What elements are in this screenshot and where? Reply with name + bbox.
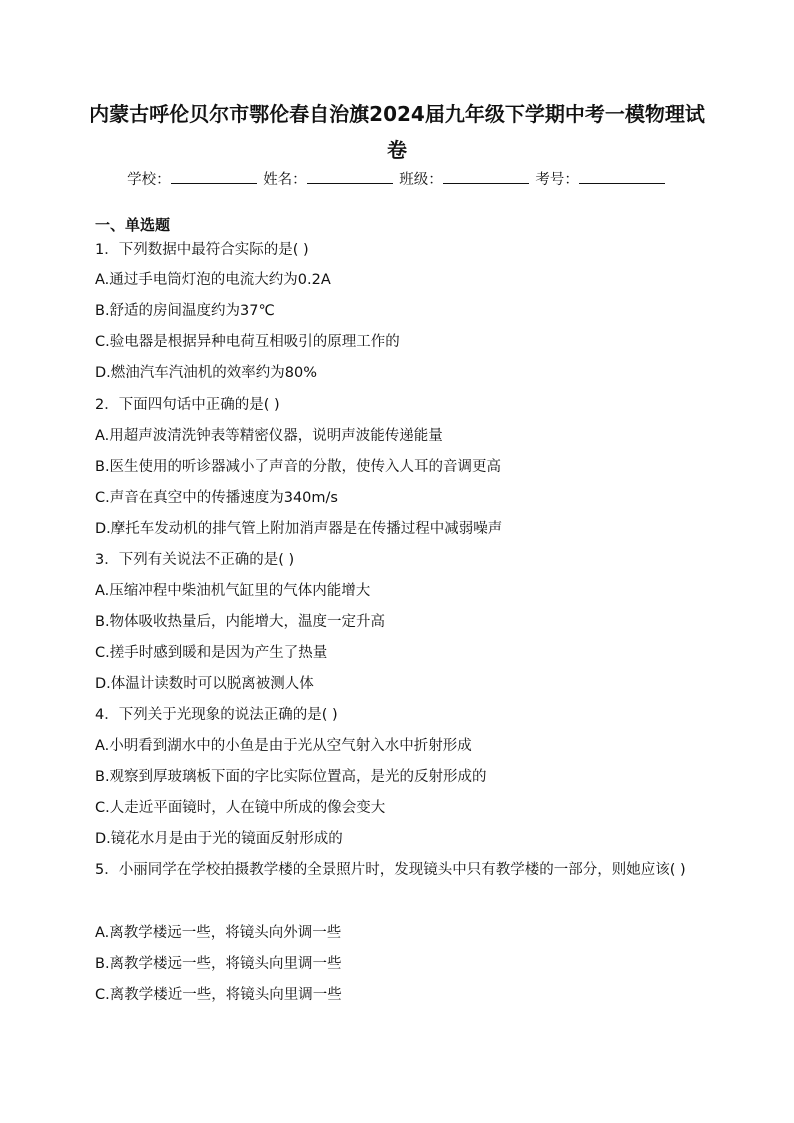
question-1-option-b: B.舒适的房间温度约为37℃ [95,303,275,319]
class-blank [443,169,529,184]
question-3-option-d: D.体温计读数时可以脱离被测人体 [95,676,314,692]
question-2-option-c: C.声音在真空中的传播速度为340m/s [95,490,338,506]
class-label: 班级： [399,172,443,188]
question-3-option-c: C.搓手时感到暖和是因为产生了热量 [95,645,328,661]
question-5-option-b: B.离教学楼远一些，将镜头向里调一些 [95,956,342,972]
question-4-option-b: B.观察到厚玻璃板下面的字比实际位置高，是光的反射形成的 [95,769,487,785]
question-3-option-b: B.物体吸收热量后，内能增大，温度一定升高 [95,614,386,630]
question-2-option-b: B.医生使用的听诊器减小了声音的分散，使传入人耳的音调更高 [95,459,502,475]
question-5-option-a: A.离教学楼远一些，将镜头向外调一些 [95,925,342,941]
question-5-stem: 5．小丽同学在学校拍摄教学楼的全景照片时，发现镜头中只有教学楼的一部分，则她应该( ) [95,862,686,878]
question-1-option-d: D.燃油汽车汽油机的效率约为80% [95,365,318,381]
question-2-option-d: D.摩托车发动机的排气管上附加消声器是在传播过程中减弱噪声 [95,521,503,537]
student-info-row [0,169,794,191]
exam-no-label: 考号： [535,172,579,188]
school-label: 学校： [127,172,171,188]
exam-no-blank [579,169,665,184]
question-1-option-c: C.验电器是根据异种电荷互相吸引的原理工作的 [95,334,400,350]
name-blank [307,169,393,184]
question-4-option-d: D.镜花水月是由于光的镜面反射形成的 [95,831,343,847]
question-2-option-a: A.用超声波清洗钟表等精密仪器，说明声波能传递能量 [95,428,443,444]
question-4-option-c: C.人走近平面镜时，人在镜中所成的像会变大 [95,800,386,816]
question-1-option-a: A.通过手电筒灯泡的电流大约为0.2A [95,272,331,288]
question-5-option-c: C.离教学楼近一些，将镜头向里调一些 [95,987,342,1003]
question-4-option-a: A.小明看到湖水中的小鱼是由于光从空气射入水中折射形成 [95,738,472,754]
question-1-stem: 1．下列数据中最符合实际的是( ) [95,242,309,258]
name-label: 姓名： [263,172,307,188]
page-title: 内蒙古呼伦贝尔市鄂伦春自治旗2024届九年级下学期中考一模物理试卷 [89,102,705,162]
section-title: 一、单选题 [95,216,171,234]
question-3-option-a: A.压缩冲程中柴油机气缸里的气体内能增大 [95,583,371,599]
question-4-stem: 4．下列关于光现象的说法正确的是( ) [95,707,338,723]
question-3-stem: 3．下列有关说法不正确的是( ) [95,552,295,568]
school-blank [171,169,257,184]
question-2-stem: 2．下面四句话中正确的是( ) [95,397,280,413]
